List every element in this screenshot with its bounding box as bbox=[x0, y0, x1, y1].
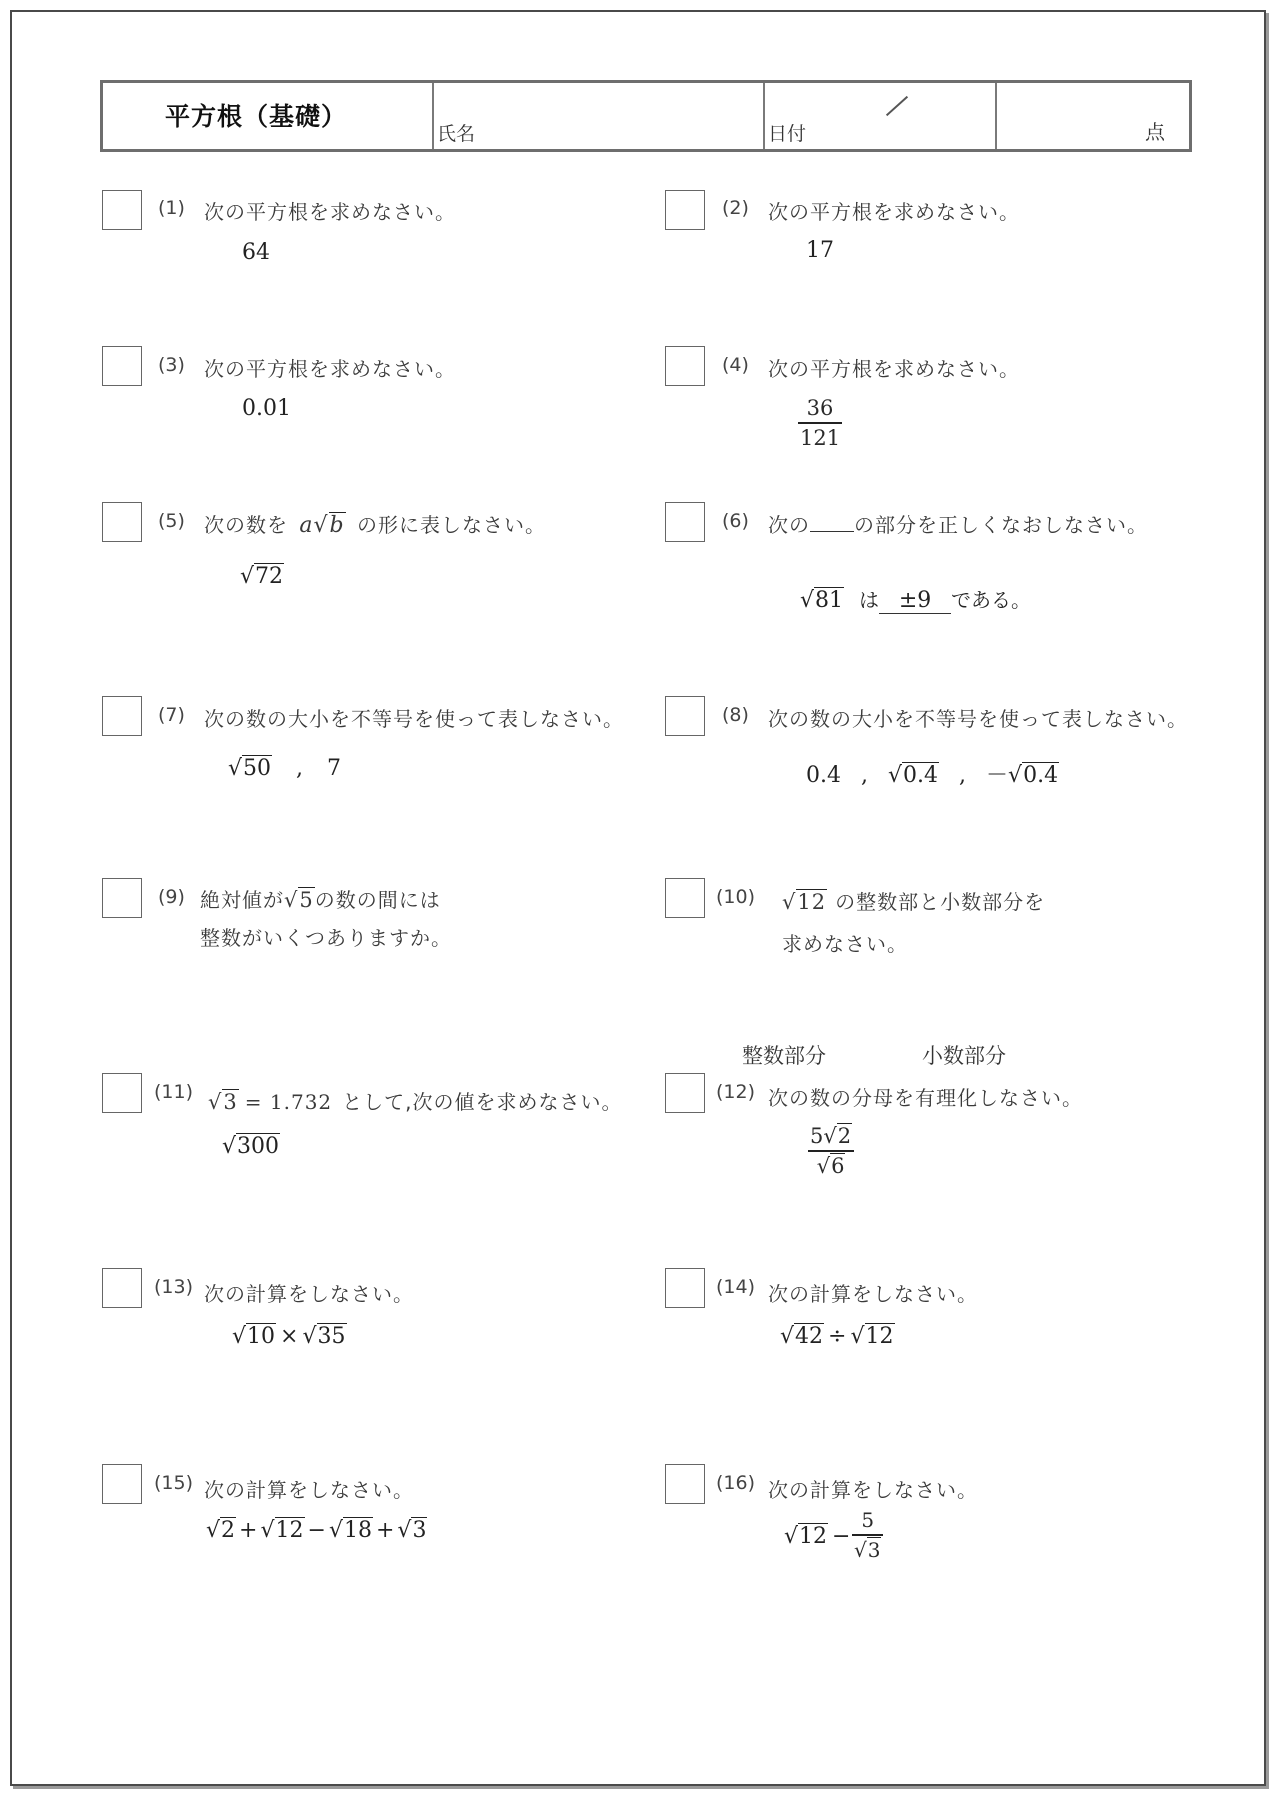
radical-sign: √ bbox=[780, 1324, 795, 1349]
answer-checkbox-7[interactable] bbox=[102, 696, 142, 736]
root-6 bbox=[817, 1154, 846, 1178]
problem-instruction-10-line2: 求めなさい。 bbox=[782, 932, 908, 956]
instruction-part: の整数部と小数部分を bbox=[835, 890, 1046, 914]
radicand: 12 bbox=[797, 890, 827, 914]
answer-checkbox-8[interactable] bbox=[665, 696, 705, 736]
fraction-numerator: 5 bbox=[861, 1508, 875, 1532]
wa-particle: は bbox=[859, 588, 880, 612]
plain-value: 0.4 bbox=[806, 763, 841, 788]
times-operator: × bbox=[280, 1324, 299, 1349]
instruction-part: として,次の値を求めなさい。 bbox=[342, 1090, 623, 1114]
answer-checkbox-14[interactable] bbox=[665, 1268, 705, 1308]
problem-instruction-15: 次の計算をしなさい。 bbox=[204, 1478, 414, 1502]
name-cell[interactable] bbox=[434, 83, 765, 149]
root-2 bbox=[206, 1518, 236, 1543]
answer-checkbox-4[interactable] bbox=[665, 346, 705, 386]
problem-instruction-12: 次の数の分母を有理化しなさい。 bbox=[768, 1086, 1083, 1110]
problem-instruction-6 bbox=[768, 509, 1148, 538]
answer-checkbox-11[interactable] bbox=[102, 1073, 142, 1113]
root-0.4-negative bbox=[1008, 763, 1059, 788]
problem-expression-2: 17 bbox=[806, 238, 834, 263]
answer-checkbox-5[interactable] bbox=[102, 502, 142, 542]
fraction-bar bbox=[808, 1150, 854, 1152]
plus-operator: + bbox=[239, 1518, 258, 1543]
problem-instruction-5 bbox=[204, 509, 546, 538]
root-3 bbox=[208, 1090, 239, 1114]
worksheet-header bbox=[100, 80, 1192, 152]
radical-sign: √ bbox=[782, 890, 797, 914]
answer-checkbox-15[interactable] bbox=[102, 1464, 142, 1504]
radical-sign: √ bbox=[302, 1324, 317, 1349]
root-300 bbox=[222, 1134, 280, 1159]
problem-expression-1: 64 bbox=[242, 240, 270, 265]
radicand: 300 bbox=[237, 1134, 280, 1159]
problem-number-9: (9) bbox=[158, 886, 185, 908]
answer-checkbox-12[interactable] bbox=[665, 1073, 705, 1113]
problem-number-4: (4) bbox=[722, 354, 749, 376]
problem-expression-15 bbox=[206, 1518, 427, 1543]
radicand: 12 bbox=[799, 1524, 828, 1549]
fraction-numerator: 36 bbox=[806, 396, 834, 420]
problem-instruction-13: 次の計算をしなさい。 bbox=[204, 1282, 414, 1306]
radicand: 5 bbox=[299, 888, 314, 912]
root-10 bbox=[232, 1324, 276, 1349]
problem-expression-6 bbox=[800, 584, 1031, 614]
title-cell bbox=[103, 83, 434, 149]
answer-checkbox-13[interactable] bbox=[102, 1268, 142, 1308]
problem-number-8: (8) bbox=[722, 704, 749, 726]
radicand: 2 bbox=[221, 1518, 236, 1543]
score-cell[interactable] bbox=[997, 83, 1189, 149]
instruction-part: 絶対値が bbox=[200, 888, 284, 912]
comma: , bbox=[861, 763, 868, 788]
instruction-part: 次の bbox=[768, 513, 810, 537]
fraction-5-root3 bbox=[852, 1508, 883, 1562]
answer-checkbox-10[interactable] bbox=[665, 878, 705, 918]
answer-checkbox-6[interactable] bbox=[665, 502, 705, 542]
problem-instruction-3: 次の平方根を求めなさい。 bbox=[204, 357, 456, 381]
radicand: 2 bbox=[837, 1124, 852, 1148]
instruction-part: の形に表しなさい。 bbox=[356, 513, 546, 537]
problem-number-5: (5) bbox=[158, 510, 185, 532]
radical-sign: √ bbox=[888, 763, 903, 788]
radical-sign: √ bbox=[850, 1324, 865, 1349]
problem-expression-3: 0.01 bbox=[242, 396, 291, 421]
radical-sign: √ bbox=[260, 1518, 275, 1543]
radicand: 50 bbox=[243, 756, 272, 781]
fraction-bar bbox=[852, 1534, 883, 1536]
root-72 bbox=[240, 564, 284, 589]
problem-number-11: (11) bbox=[154, 1081, 194, 1103]
date-label: 日付 bbox=[768, 123, 807, 145]
problem-instruction-10-line1 bbox=[782, 886, 1045, 915]
radical-sign: √ bbox=[854, 1537, 867, 1562]
fraction-numerator bbox=[808, 1124, 854, 1148]
fraction-bar bbox=[798, 422, 842, 424]
problem-number-2: (2) bbox=[722, 197, 749, 219]
radicand: 3 bbox=[223, 1090, 238, 1114]
problem-number-14: (14) bbox=[716, 1276, 756, 1298]
answer-checkbox-1[interactable] bbox=[102, 190, 142, 230]
minus-operator: − bbox=[832, 1524, 851, 1549]
problem-number-6: (6) bbox=[722, 510, 749, 532]
radical-sign: √ bbox=[397, 1518, 412, 1543]
answer-checkbox-16[interactable] bbox=[665, 1464, 705, 1504]
worksheet-title: 平方根（基礎） bbox=[165, 102, 348, 131]
minus-operator: − bbox=[307, 1518, 326, 1543]
fraction-5root2-root6 bbox=[808, 1124, 854, 1178]
radicand: 0.4 bbox=[903, 763, 939, 788]
radical-sign: √ bbox=[206, 1518, 221, 1543]
radicand: b bbox=[329, 513, 345, 538]
root-35 bbox=[302, 1324, 346, 1349]
root-12 bbox=[782, 890, 827, 914]
problem-expression-7 bbox=[228, 756, 341, 781]
problem-number-7: (7) bbox=[158, 704, 185, 726]
tail-text: である。 bbox=[951, 588, 1032, 612]
problem-expression-11 bbox=[222, 1134, 280, 1159]
root-3 bbox=[854, 1538, 881, 1562]
problem-number-12: (12) bbox=[716, 1081, 756, 1103]
radical-sign: √ bbox=[240, 564, 255, 589]
problem-number-16: (16) bbox=[716, 1472, 756, 1494]
problem-instruction-11 bbox=[208, 1086, 623, 1115]
page-frame bbox=[10, 10, 1266, 1786]
problem-instruction-9-line2: 整数がいくつありますか。 bbox=[200, 926, 452, 950]
instruction-part: 次の数を bbox=[204, 513, 288, 537]
radical-sign: √ bbox=[313, 513, 329, 538]
problem-instruction-8: 次の数の大小を不等号を使って表しなさい。 bbox=[768, 707, 1188, 731]
decimal-part-label: 小数部分 bbox=[922, 1044, 1006, 1068]
problem-expression-16 bbox=[784, 1524, 854, 1549]
var-a: a bbox=[299, 513, 314, 538]
radicand: 0.4 bbox=[1023, 763, 1059, 788]
problem-number-1: (1) bbox=[158, 197, 185, 219]
problem-number-13: (13) bbox=[154, 1276, 194, 1298]
fraction-denominator bbox=[808, 1154, 854, 1178]
problem-instruction-9-line1 bbox=[200, 884, 441, 913]
root-12 bbox=[850, 1324, 894, 1349]
divide-operator: ÷ bbox=[828, 1324, 847, 1349]
answer-checkbox-9[interactable] bbox=[102, 878, 142, 918]
radical-sign: √ bbox=[1008, 763, 1023, 788]
problem-expression-5 bbox=[240, 564, 284, 589]
root-42 bbox=[780, 1324, 824, 1349]
problem-number-10: (10) bbox=[716, 886, 756, 908]
root-12 bbox=[260, 1518, 304, 1543]
problem-instruction-7: 次の数の大小を不等号を使って表しなさい。 bbox=[204, 707, 624, 731]
number-7: 7 bbox=[327, 756, 342, 781]
radicand: 18 bbox=[343, 1518, 372, 1543]
coefficient: 5 bbox=[810, 1124, 824, 1148]
radicand: 10 bbox=[247, 1324, 276, 1349]
fraction-denominator bbox=[852, 1538, 883, 1562]
comma: , bbox=[296, 756, 304, 781]
equals-value: = 1.732 bbox=[244, 1090, 333, 1114]
radicand: 35 bbox=[317, 1324, 346, 1349]
radicand: 3 bbox=[867, 1537, 881, 1562]
date-slash bbox=[886, 96, 908, 116]
radical-sign: √ bbox=[784, 1524, 799, 1549]
root-81 bbox=[800, 588, 844, 613]
score-label: 点 bbox=[1145, 120, 1165, 144]
answer-checkbox-2[interactable] bbox=[665, 190, 705, 230]
root-2 bbox=[823, 1124, 852, 1148]
radical-sign: √ bbox=[232, 1324, 247, 1349]
minus-sign: － bbox=[986, 763, 1009, 788]
fraction-denominator: 121 bbox=[800, 425, 841, 450]
radicand: 12 bbox=[275, 1518, 304, 1543]
answer-checkbox-3[interactable] bbox=[102, 346, 142, 386]
problem-number-3: (3) bbox=[158, 354, 185, 376]
underlined-answer: ±9 bbox=[879, 588, 951, 614]
instruction-part: の部分を正しくなおしなさい。 bbox=[854, 513, 1148, 537]
radical-sign: √ bbox=[328, 1518, 343, 1543]
radical-sign: √ bbox=[208, 1090, 223, 1114]
problem-expression-8 bbox=[806, 758, 1059, 789]
problem-instruction-4: 次の平方根を求めなさい。 bbox=[768, 357, 1020, 381]
radicand: 72 bbox=[255, 564, 284, 589]
underline-blank bbox=[810, 531, 854, 532]
radicand: 81 bbox=[815, 588, 844, 613]
radical-sign: √ bbox=[284, 888, 299, 912]
root-18 bbox=[329, 1518, 373, 1543]
fraction-36-121 bbox=[798, 396, 842, 450]
integer-part-label: 整数部分 bbox=[742, 1044, 826, 1068]
problem-instruction-14: 次の計算をしなさい。 bbox=[768, 1282, 978, 1306]
radicand: 6 bbox=[831, 1153, 845, 1178]
radicand: 3 bbox=[412, 1518, 427, 1543]
plus-operator: + bbox=[375, 1518, 395, 1543]
radical-sign: √ bbox=[228, 756, 243, 781]
problem-number-15: (15) bbox=[154, 1472, 194, 1494]
date-cell[interactable] bbox=[765, 83, 997, 149]
comma: , bbox=[959, 763, 967, 788]
root-50 bbox=[228, 756, 272, 781]
radical-sign: √ bbox=[816, 1153, 831, 1178]
radicand: 12 bbox=[865, 1324, 894, 1349]
radical-sign: √ bbox=[222, 1134, 237, 1159]
name-label: 氏名 bbox=[437, 123, 476, 145]
problem-expression-14 bbox=[780, 1324, 895, 1349]
a-root-b-form bbox=[299, 513, 345, 538]
root-3 bbox=[397, 1518, 427, 1543]
root-12 bbox=[784, 1524, 828, 1549]
problem-instruction-16: 次の計算をしなさい。 bbox=[768, 1478, 978, 1502]
root-0.4 bbox=[888, 763, 939, 788]
radical-sign: √ bbox=[800, 588, 815, 613]
problem-instruction-2: 次の平方根を求めなさい。 bbox=[768, 200, 1020, 224]
problem-instruction-1: 次の平方根を求めなさい。 bbox=[204, 200, 456, 224]
problem-expression-13 bbox=[232, 1324, 347, 1349]
radical-sign: √ bbox=[823, 1124, 837, 1148]
instruction-part: の数の間には bbox=[314, 888, 441, 912]
root-5 bbox=[284, 888, 315, 912]
radicand: 42 bbox=[795, 1324, 824, 1349]
